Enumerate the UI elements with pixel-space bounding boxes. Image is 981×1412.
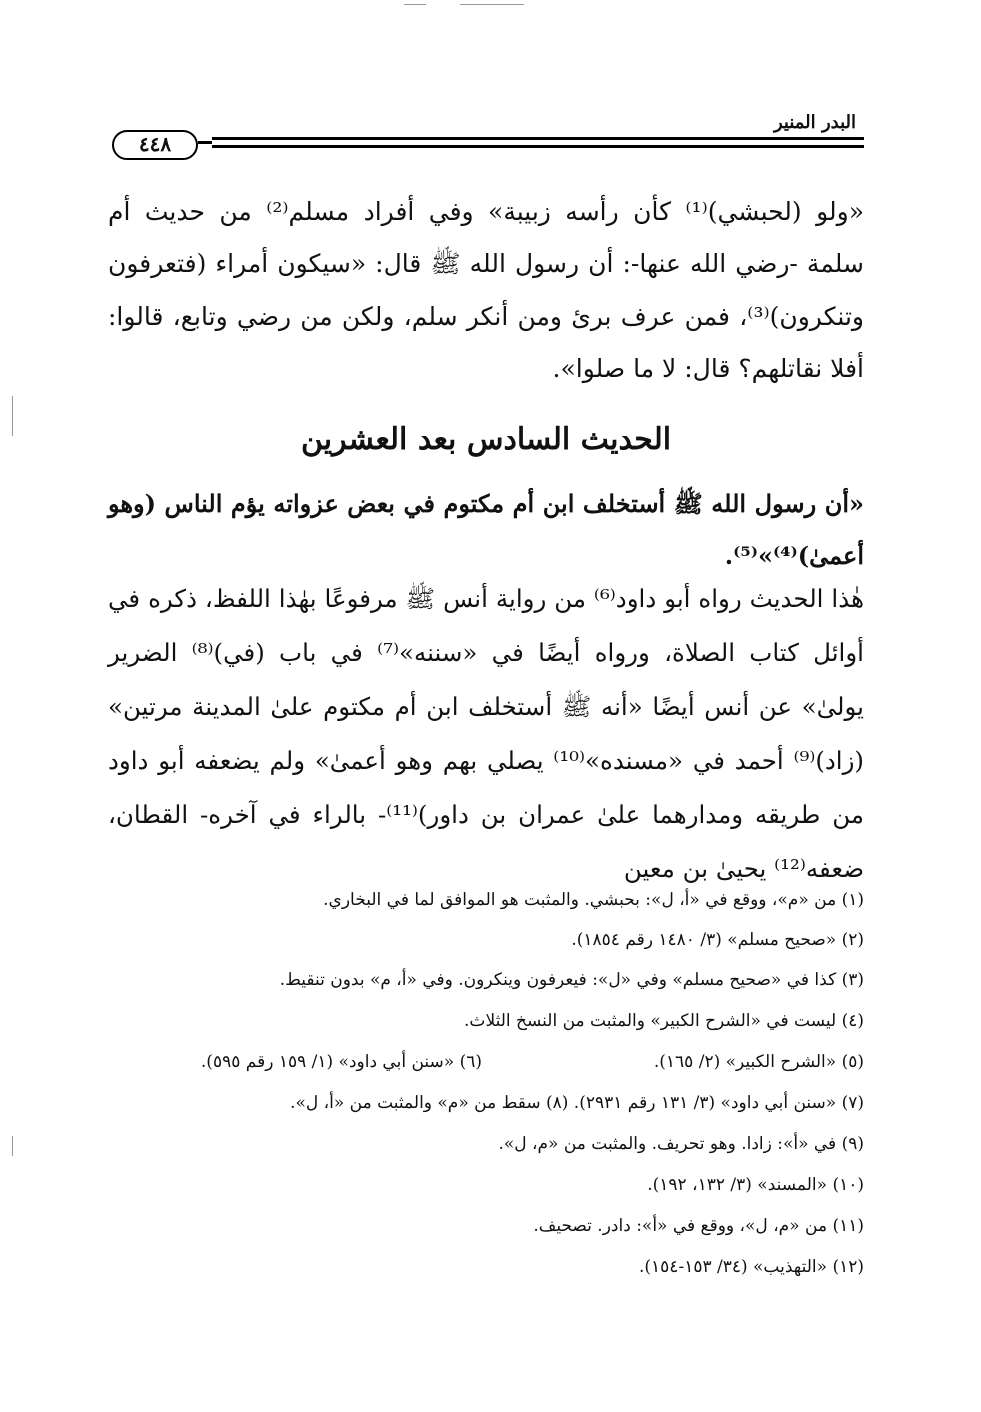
footnotes (108, 890, 864, 1300)
footnote-5: (٥) «الشرح الكبير» (٢/ ١٦٥). (653, 1052, 864, 1072)
header-rule-top (212, 137, 864, 140)
header-rule-left (198, 141, 212, 144)
scan-edge-mark (12, 1136, 13, 1156)
footnote-7-8: (٧) «سنن أبي داود» (٣/ ١٣١ رقم ٢٩٣١). (٨) سقط من «م» والمثبت من «أ، ل». (290, 1093, 864, 1113)
footnote-4: (٤) ليست في «الشرح الكبير» والمثبت من النسخ الثلاث. (464, 1011, 864, 1031)
footnote-9: (٩) في «أ»: زادا. وهو تحريف. والمثبت من «م، ل». (498, 1134, 864, 1154)
hadith-text: «أن رسول الله ﷺ أستخلف ابن أم مكتوم في بعض عزواته يؤم الناس (وهو أعمىٰ)⁽⁴⁾»⁽⁵⁾. (108, 489, 864, 570)
body-paragraph (108, 186, 864, 395)
scan-edge-mark (12, 396, 13, 436)
page-header (112, 112, 864, 160)
commentary-text: هٰذا الحديث رواه أبو داود⁽⁶⁾ من رواية أنس ﷺ مرفوعًا بهٰذا اللفظ، ذكره في أوائل كتاب الصلاة، ورواه أيضًا في «سننه»⁽⁷⁾ في باب (في)⁽⁸⁾ الضرير يولىٰ» عن أنس أيضًا «أنه ﷺ أستخلف ابن أم مكتوم علىٰ المدينة مرتين» (زاد)⁽⁹⁾ أحمد في «مسنده»⁽¹⁰⁾ يصلي بهم وهو أعمىٰ» ولم يضعفه أبو داود من طريقه ومدارهما علىٰ عمران بن داور)⁽¹¹⁾- بالراء في آخره- القطان، ضعفه⁽¹²⁾ يحيىٰ بن معين (108, 584, 864, 883)
footnote-1: (١) من «م»، ووقع في «أ، ل»: بحبشي. والمثبت هو الموافق لما في البخاري. (323, 890, 864, 910)
header-rule-bottom (212, 145, 864, 148)
running-title: البدر المنير (773, 112, 856, 133)
footnote-10: (١٠) «المسند» (٣/ ١٣٢، ١٩٢). (647, 1175, 864, 1195)
footnote-12: (١٢) «التهذيب» (٣٤/ ١٥٣-١٥٤). (638, 1257, 864, 1277)
commentary-paragraph (108, 572, 864, 896)
footnote-3: (٣) كذا في «صحيح مسلم» وفي «ل»: فيعرفون وينكرون. وفي «أ، م» بدون تنقيط. (279, 970, 864, 990)
scan-edge-mark (404, 4, 426, 5)
footnote-2: (٢) «صحيح مسلم» (٣/ ١٤٨٠ رقم ١٨٥٤). (571, 930, 864, 950)
section-heading: الحديث السادس بعد العشرين (300, 422, 672, 457)
body-paragraph-text: «ولو (لحبشي)⁽¹⁾ كأن رأسه زبيبة» وفي أفراد مسلم⁽²⁾ من حديث أم سلمة -رضي الله عنها-: أن رسول الله ﷺ قال: «سيكون أمراء (فتعرفون وتنكرون)⁽³⁾، فمن عرف برئ ومن أنكر سلم، ولكن من رضي وتابع، قالوا: أفلا نقاتلهم؟ قال: لا ما صلوا». (108, 197, 864, 383)
page-number: ٤٤٨ (112, 130, 198, 160)
scan-edge-mark (460, 4, 524, 5)
footnote-11: (١١) من «م، ل»، ووقع في «أ»: دادر. تصحيف. (533, 1216, 864, 1236)
footnote-6: (٦) «سنن أبي داود» (١/ ١٥٩ رقم ٥٩٥). (200, 1052, 482, 1072)
